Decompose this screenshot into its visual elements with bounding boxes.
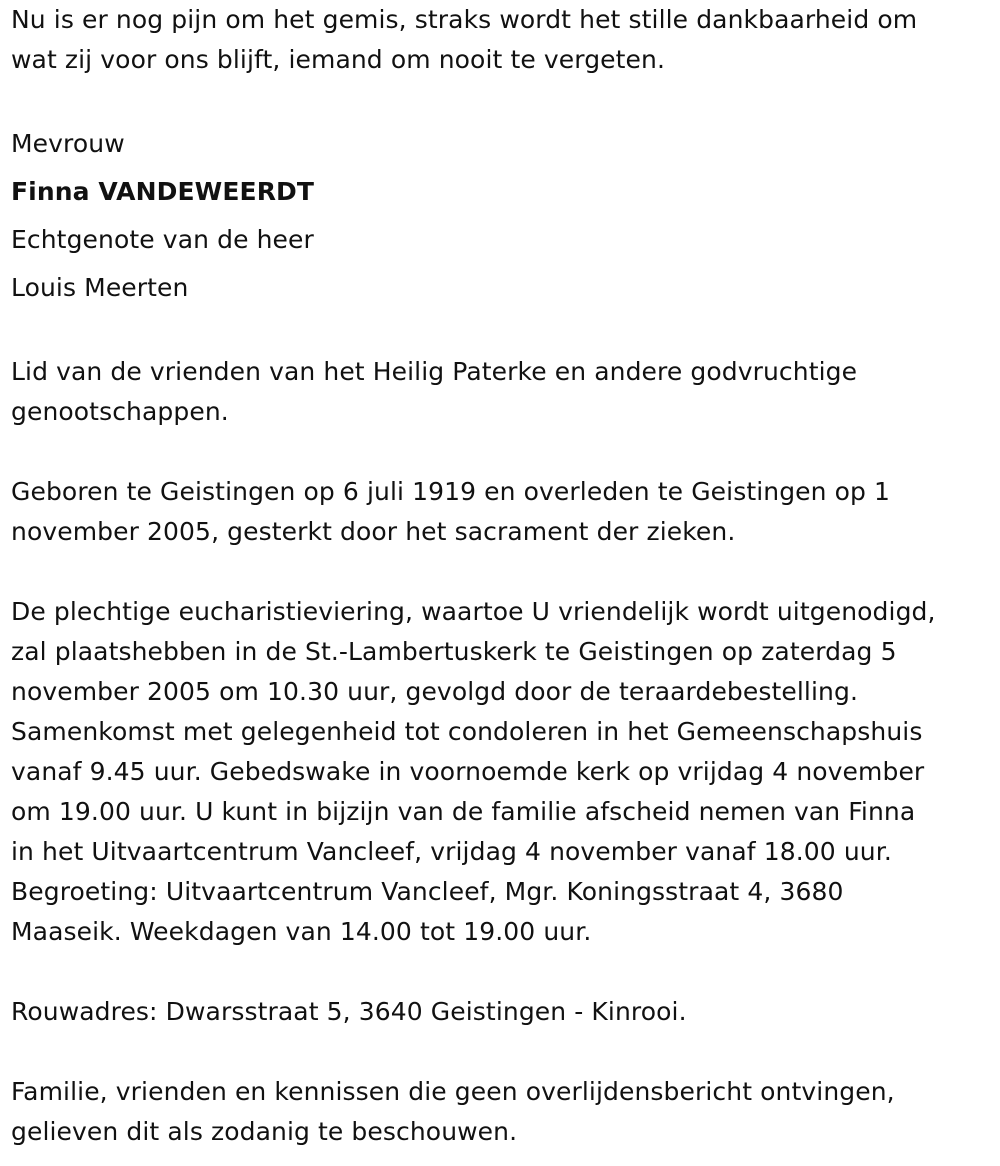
- birth-death-line: Geboren te Geistingen op 6 juli 1919 en overleden te Geistingen op 1: [11, 477, 891, 506]
- intro-line: Nu is er nog pijn om het gemis, straks wordt het stille dankbaarheid om: [11, 5, 918, 34]
- deceased-name: Finna VANDEWEERDT: [11, 177, 315, 206]
- ceremony-line: in het Uitvaartcentrum Vancleef, vrijdag 4 november vanaf 18.00 uur.: [11, 837, 892, 866]
- spacer: [11, 552, 996, 592]
- ceremony-paragraph: [11, 592, 996, 952]
- deceased-title: Mevrouw: [11, 129, 125, 158]
- birth-death-line: november 2005, gesterkt door het sacrament der zieken.: [11, 517, 736, 546]
- spacer: [11, 432, 996, 472]
- ceremony-line: november 2005 om 10.30 uur, gevolgd door de teraardebestelling.: [11, 677, 858, 706]
- spacer: [11, 952, 996, 992]
- deceased-block: [11, 120, 996, 312]
- deceased-relation: Echtgenote van de heer: [11, 225, 314, 254]
- ceremony-line: om 19.00 uur. U kunt in bijzijn van de familie afscheid nemen van Finna: [11, 797, 916, 826]
- membership-line: Lid van de vrienden van het Heilig Paterke en andere godvruchtige: [11, 357, 858, 386]
- spacer: [11, 80, 996, 120]
- membership-paragraph: [11, 352, 996, 432]
- ceremony-line: Samenkomst met gelegenheid tot condoleren in het Gemeenschapshuis: [11, 717, 923, 746]
- closing-paragraph: [11, 1072, 996, 1152]
- birth-death-paragraph: [11, 472, 996, 552]
- closing-line: Familie, vrienden en kennissen die geen overlijdensbericht ontvingen,: [11, 1077, 895, 1106]
- intro-paragraph: [11, 0, 996, 80]
- membership-line: genootschappen.: [11, 397, 229, 426]
- ceremony-line: vanaf 9.45 uur. Gebedswake in voornoemde kerk op vrijdag 4 november: [11, 757, 925, 786]
- spouse-name: Louis Meerten: [11, 273, 189, 302]
- ceremony-line: Maaseik. Weekdagen van 14.00 tot 19.00 uur.: [11, 917, 592, 946]
- spacer: [11, 1032, 996, 1072]
- intro-line: wat zij voor ons blijft, iemand om nooit te vergeten.: [11, 45, 666, 74]
- obituary-document: [11, 0, 996, 1152]
- closing-line: gelieven dit als zodanig te beschouwen.: [11, 1117, 518, 1146]
- ceremony-line: De plechtige eucharistieviering, waartoe U vriendelijk wordt uitgenodigd,: [11, 597, 936, 626]
- address-paragraph: [11, 992, 996, 1032]
- ceremony-line: zal plaatshebben in de St.-Lambertuskerk te Geistingen op zaterdag 5: [11, 637, 897, 666]
- address-line: Rouwadres: Dwarsstraat 5, 3640 Geistingen - Kinrooi.: [11, 997, 687, 1026]
- spacer: [11, 312, 996, 352]
- ceremony-line: Begroeting: Uitvaartcentrum Vancleef, Mgr. Koningsstraat 4, 3680: [11, 877, 844, 906]
